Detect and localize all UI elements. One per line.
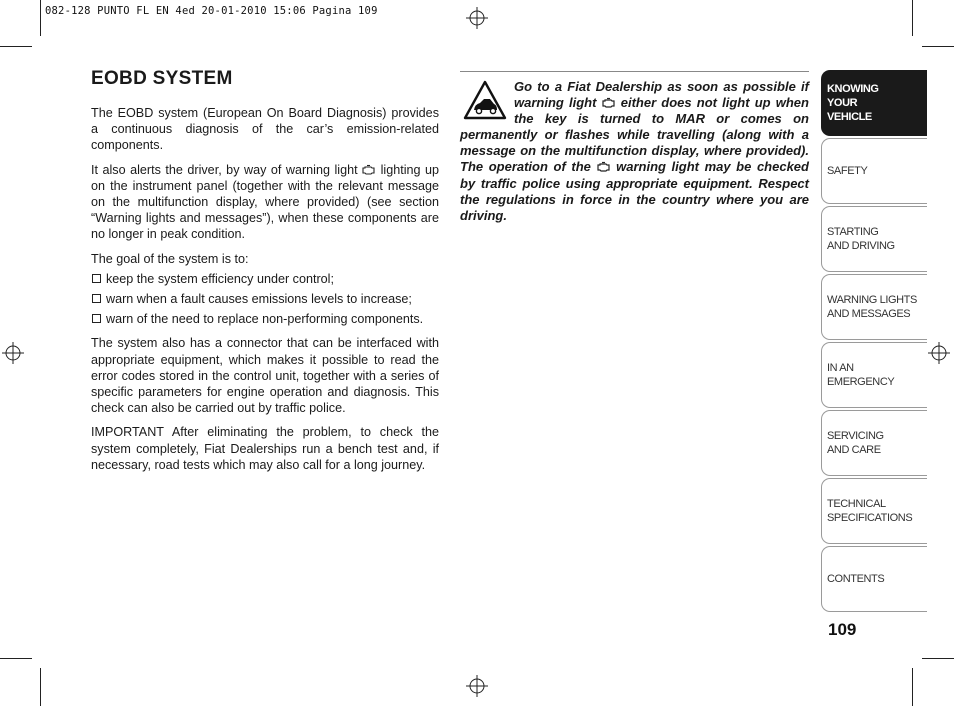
print-header: 082-128 PUNTO FL EN 4ed 20-01-2010 15:06 Pagina 109 <box>45 5 378 17</box>
crop-mark <box>922 46 954 47</box>
list-item: warn when a fault causes emissions levels to increase; <box>91 291 439 307</box>
tab-knowing-your-vehicle[interactable]: KNOWING YOUR VEHICLE <box>821 70 927 136</box>
crop-mark <box>40 0 41 36</box>
connector-paragraph: The system also has a connector that can be interfaced with appropriate equipment, which makes it possible to read the error codes stored in the control unit, together with a series of specific parameters for engine operation and diagnosis. This check can also be carried out by traffic police. <box>91 336 439 416</box>
tab-in-an-emergency[interactable]: IN AN EMERGENCY <box>821 342 927 408</box>
alert-paragraph <box>91 162 439 243</box>
important-paragraph: IMPORTANT After eliminating the problem, to check the system completely, Fiat Dealerships run a bench test and, if necessary, road tests which may also call for a long journey. <box>91 425 439 472</box>
crop-mark <box>922 658 954 659</box>
registration-mark-icon <box>466 7 488 29</box>
registration-mark-icon <box>466 675 488 697</box>
list-item: keep the system efficiency under control; <box>91 271 439 287</box>
list-item: warn of the need to replace non-performing components. <box>91 311 439 327</box>
registration-mark-icon <box>928 342 950 364</box>
body-text <box>91 105 439 481</box>
goal-list <box>91 271 439 328</box>
crop-mark <box>912 0 913 36</box>
tab-contents[interactable]: CONTENTS <box>821 546 927 612</box>
goal-intro: The goal of the system is to: <box>91 251 249 266</box>
tab-starting-and-driving[interactable]: STARTING AND DRIVING <box>821 206 927 272</box>
page-number: 109 <box>828 620 857 639</box>
registration-mark-icon <box>2 342 24 364</box>
intro-paragraph: The EOBD system (European On Board Diagnosis) provides a continuous diagnosis of the car’s emission-related components. <box>91 106 439 153</box>
crop-mark <box>0 658 32 659</box>
tab-safety[interactable]: SAFETY <box>821 138 927 204</box>
checkbox-bullet-icon <box>92 314 101 323</box>
alert-text-after: lighting up on the instrument panel (together with the relevant message on the multifunction display, where provided) (see section “Warning lights and messages”), when these components are no longer in peak condition. <box>91 162 440 242</box>
engine-check-icon <box>597 161 611 173</box>
warning-text: Go to a Fiat Dealership as soon as possible if warning light either does not light up when the key is turned to MAR or comes on permanently or flashes while travelling (along with a message on the multifunction display, where provided). The operation of the warning light may be checked by traffic police using appropriate equipment. Respect the regulations in force in the country where you are driving. <box>460 79 809 223</box>
tab-technical-specifications[interactable]: TECHNICAL SPECIFICATIONS <box>821 478 927 544</box>
section-title: EOBD SYSTEM <box>91 68 233 89</box>
engine-check-icon <box>602 97 616 109</box>
crop-mark <box>912 668 913 706</box>
crop-mark <box>0 46 32 47</box>
alert-text-before: It also alerts the driver, by way of warning light <box>91 162 358 177</box>
warning-divider <box>460 71 809 72</box>
tab-servicing-and-care[interactable]: SERVICING AND CARE <box>821 410 927 476</box>
checkbox-bullet-icon <box>92 274 101 283</box>
crop-mark <box>40 668 41 706</box>
engine-check-icon <box>362 164 376 176</box>
checkbox-bullet-icon <box>92 294 101 303</box>
tab-warning-lights-and-messages[interactable]: WARNING LIGHTS AND MESSAGES <box>821 274 927 340</box>
